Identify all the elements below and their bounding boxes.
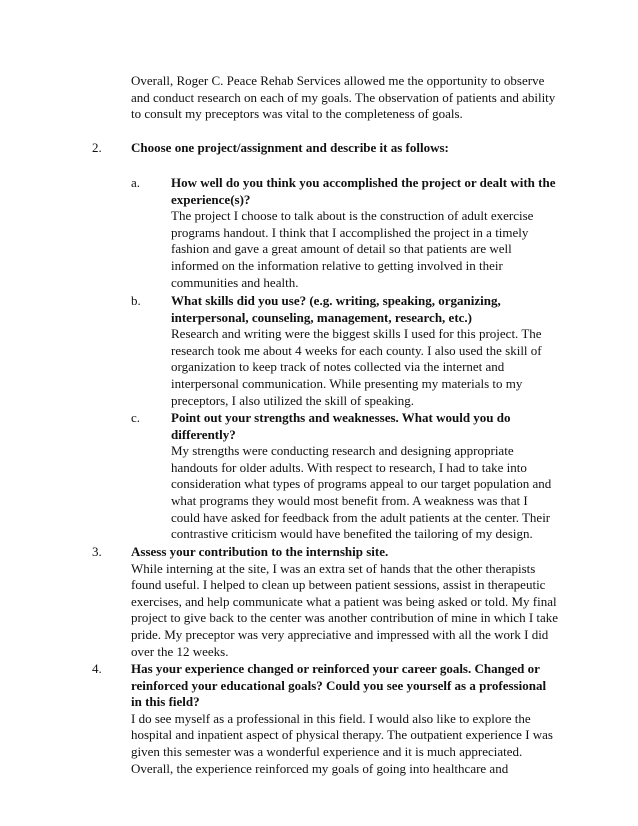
text-line: research took me about 4 weeks for each county. I also used the skill of — [171, 342, 542, 358]
section-question: in this field? — [131, 694, 200, 710]
subsection-letter: b. — [131, 293, 141, 308]
text-line: preceptors, I also utilized the skill of speaking. — [171, 392, 414, 408]
intro-paragraph — [131, 73, 561, 123]
text-line: handouts for older adults. With respect to research, I had to take into — [171, 459, 527, 475]
text-line: Overall, the experience reinforced my goals of going into healthcare and — [131, 760, 509, 776]
subsection-question: Point out your strengths and weaknesses. What would you do — [171, 410, 511, 425]
text-line: over the 12 weeks. — [131, 643, 229, 659]
section-question: reinforced your educational goals? Could you see yourself as a professional — [131, 677, 547, 693]
subsection-b — [131, 293, 551, 409]
text-line: The project I choose to talk about is the construction of adult exercise — [171, 208, 534, 224]
text-line: hospital and inpatient aspect of physical therapy. The outpatient experience I was — [131, 727, 553, 743]
section-number: 2. — [92, 140, 102, 155]
text-line: and conduct research on each of my goals. The observation of patients and ability — [131, 89, 556, 105]
text-line: given this semester was a wonderful experience and it is much appreciated. — [131, 743, 523, 759]
text-line: Research and writing were the biggest skills I used for this project. The — [171, 326, 542, 342]
section-question: Choose one project/assignment and describe it as follows: — [131, 140, 449, 155]
text-line: I do see myself as a professional in this field. I would also like to explore the — [131, 710, 531, 726]
subsection-question: How well do you think you accomplished the project or dealt with the — [171, 175, 556, 190]
text-line: project to give back to the center was another contribution of mine in which I take — [131, 610, 559, 626]
text-line: organization to keep track of notes collected via the internet and — [171, 359, 505, 375]
subsection-question: What skills did you use? (e.g. writing, speaking, organizing, — [171, 293, 501, 308]
section-question: Assess your contribution to the internship site. — [131, 544, 389, 559]
text-line: programs handout. I think that I accomplished the project in a timely — [171, 224, 529, 240]
text-line: what programs they would most benefit from. A weakness was that I — [171, 492, 528, 508]
subsection-question: experience(s)? — [171, 191, 251, 207]
section-3 — [92, 544, 562, 660]
text-line: interpersonal communication. While presenting my materials to my — [171, 375, 523, 391]
section-number: 4. — [92, 661, 102, 676]
text-line: Overall, Roger C. Peace Rehab Services allowed me the opportunity to observe — [131, 73, 545, 88]
section-question: Has your experience changed or reinforced your career goals. Changed or — [131, 661, 540, 676]
text-line: informed on the information relative to getting involved in their — [171, 257, 503, 273]
subsection-question: differently? — [171, 426, 236, 442]
section-2 — [92, 140, 562, 157]
text-line: My strengths were conducting research and designing appropriate — [171, 443, 514, 459]
text-line: While interning at the site, I was an extra set of hands that the other therapists — [131, 560, 536, 576]
subsection-a — [131, 175, 556, 291]
text-line: communities and health. — [171, 274, 299, 290]
text-line: could have asked for feedback from the adult patients at the center. Their — [171, 509, 551, 525]
section-number: 3. — [92, 544, 102, 559]
text-line: pride. My preceptor was very appreciative and impressed with all the work I did — [131, 626, 549, 642]
text-line: contrastive criticism would have benefited the tailoring of my design. — [171, 526, 533, 542]
subsection-question: interpersonal, counseling, management, research, etc.) — [171, 309, 472, 325]
subsection-c — [131, 410, 551, 543]
text-line: fashion and gave a great amount of detail so that patients are well — [171, 241, 512, 257]
text-line: consideration what types of programs appeal to our target population and — [171, 476, 552, 492]
section-4 — [92, 661, 562, 777]
subsection-letter: a. — [131, 175, 141, 190]
text-line: found useful. I helped to clean up between patient sessions, assist in therapeutic — [131, 577, 546, 593]
subsection-letter: c. — [131, 410, 141, 425]
text-line: to consult my preceptors was vital to the completeness of goals. — [131, 106, 463, 122]
text-line: exercises, and help communicate what a patient was being asked or told. My final — [131, 593, 557, 609]
